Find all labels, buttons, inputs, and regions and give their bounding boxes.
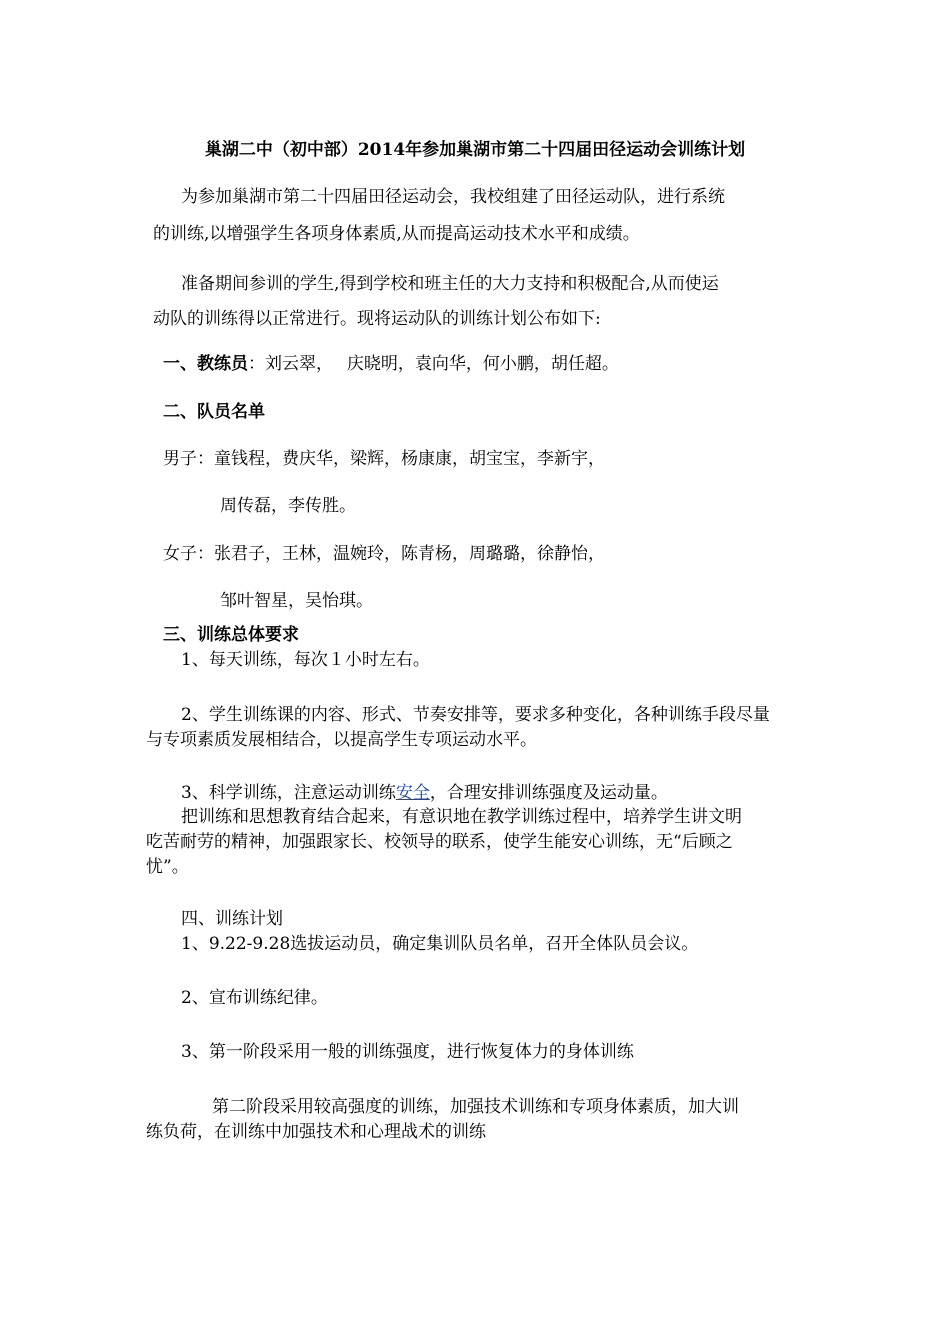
intro-paragraph-2-line-2: 动队的训练得以正常进行。现将运动队的训练计划公布如下: xyxy=(153,309,601,329)
roster-heading: 二、队员名单 xyxy=(163,402,265,422)
requirements-item-1: 1、每天训练，每次１小时左右。 xyxy=(181,650,430,670)
roster-girls-line-2: 邹叶智星，吴怡琪。 xyxy=(220,591,373,611)
plan-item-1: 1、9.22-9.28选拔运动员，确定集训队员名单，召开全体队员会议。 xyxy=(181,934,699,954)
roster-boys-line-2: 周传磊，李传胜。 xyxy=(220,496,356,516)
requirements-item-3-text: 3、科学训练，注意运动训练 xyxy=(181,783,396,803)
roster-girls-line-1: 女子：张君子，王林，温婉玲，陈青杨，周璐璐，徐静怡， xyxy=(163,544,605,564)
plan-item-2: 2、宣布训练纪律。 xyxy=(181,988,328,1008)
intro-paragraph-1-line-1: 为参加巢湖市第二十四届田径运动会，我校组建了田径运动队，进行系统 xyxy=(181,187,725,207)
plan-item-4-line-2: 练负荷，在训练中加强技术和心理战术的训练 xyxy=(146,1122,486,1142)
requirements-heading: 三、训练总体要求 xyxy=(163,625,299,645)
intro-paragraph-2-line-1: 准备期间参训的学生,得到学校和班主任的大力支持和积极配合,从而使运 xyxy=(181,274,719,294)
page-title: 巢湖二中（初中部）2014年参加巢湖市第二十四届田径运动会训练计划 xyxy=(204,140,746,160)
requirements-item-2-line-2: 与专项素质发展相结合，以提高学生专项运动水平。 xyxy=(146,730,537,750)
plan-item-4-line-1: 第二阶段采用较高强度的训练，加强技术训练和专项身体素质，加大训 xyxy=(212,1097,739,1117)
requirements-item-2-line-1: 2、学生训练课的内容、形式、节奏安排等，要求多种变化，各种训练手段尽量 xyxy=(181,705,770,725)
coaches-colon: ： xyxy=(248,354,265,374)
roster-boys-line-1: 男子：童钱程，费庆华，梁辉，杨康康，胡宝宝，李新宇， xyxy=(163,449,605,469)
requirements-item-4-line-2: 吃苦耐劳的精神，加强跟家长、校领导的联系，使学生能安心训练，无“后顾之 xyxy=(146,832,733,852)
plan-heading: 四、训练计划 xyxy=(181,909,283,929)
coaches-label: 一、教练员 xyxy=(163,354,248,374)
requirements-item-4-line-1: 把训练和思想教育结合起来，有意识地在教学训练过程中，培养学生讲文明 xyxy=(181,807,742,827)
intro-paragraph-1-line-2: 的训练,以增强学生各项身体素质,从而提高运动技术水平和成绩。 xyxy=(153,224,640,244)
plan-item-3: 3、第一阶段采用一般的训练强度，进行恢复体力的身体训练 xyxy=(181,1042,634,1062)
coaches-line xyxy=(163,352,619,376)
safety-link[interactable]: 安全 xyxy=(395,783,430,803)
requirements-item-3-text-end: ，合理安排训练强度及运动量。 xyxy=(429,783,668,803)
requirements-item-3 xyxy=(181,781,668,805)
coaches-names: 刘云翠， 庆晓明，袁向华，何小鹏，胡任超。 xyxy=(265,354,619,374)
requirements-item-4-line-3: 忧”。 xyxy=(146,857,189,877)
